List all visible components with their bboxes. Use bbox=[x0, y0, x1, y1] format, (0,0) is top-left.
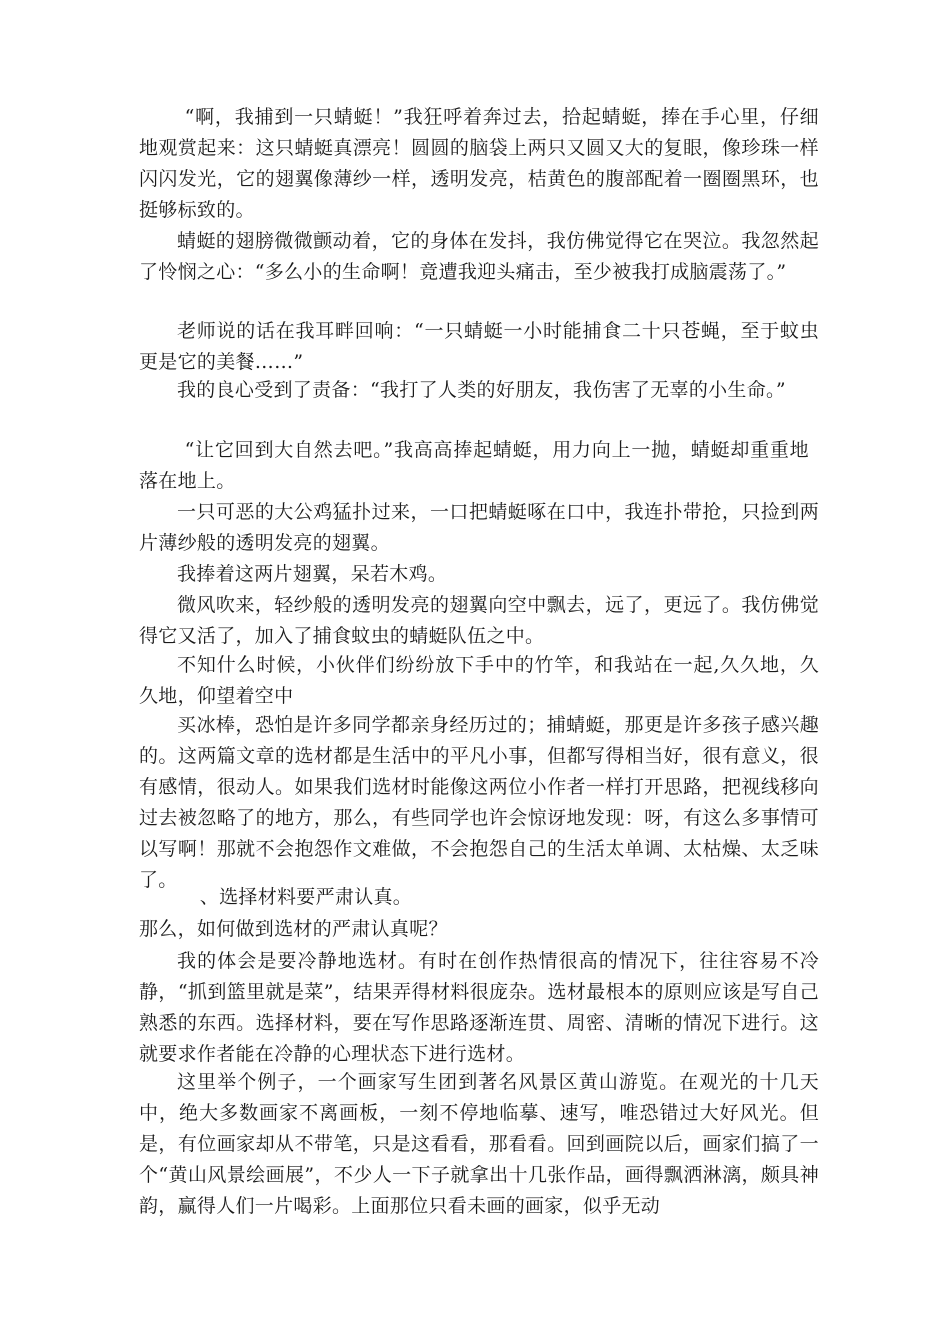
paragraph-11: 我的体会是要冷静地选材。有时在创作热情很高的情况下，往往容易不冷静，“抓到篮里就是菜”，结果弄得材料很庞杂。选材最根本的原则应该是写自己熟悉的东西。选择材料，要在写作思路逐渐连贯、周密、清晰的情况下进行。这就要求作者能在冷静的心理状态下进行选材。 bbox=[139, 950, 819, 1065]
paragraph-1: “啊，我捕到一只蜻蜓！”我狂呼着奔过去，拾起蜻蜓，捧在手心里，仔细地观赏起来：这只蜻蜓真漂亮！圆圆的脑袋上两只又圆又大的复眼，像珍珠一样闪闪发光，它的翅翼像薄纱一样，透明发亮，桔黄色的腹部配着一圈圈黑环，也挺够标致的。 bbox=[139, 106, 819, 221]
paragraph-9: 不知什么时候，小伙伴们纷纷放下手中的竹竿，和我站在一起,久久地，久久地，仰望着空中 bbox=[139, 654, 819, 707]
paragraph-7: 我捧着这两片翅翼，呆若木鸡。 bbox=[177, 563, 448, 585]
paragraph-8: 微风吹来，轻纱般的透明发亮的翅翼向空中飘去，远了，更远了。我仿佛觉得它又活了，加入了捕食蚊虫的蜻蜓队伍之中。 bbox=[139, 594, 819, 647]
section-heading: 、选择材料要严肃认真。 bbox=[199, 886, 413, 908]
paragraph-3: 老师说的话在我耳畔回响：“一只蜻蜓一小时能捕食二十只苍蝇，至于蚊虫更是它的美餐……” bbox=[139, 320, 819, 373]
section-question: 那么，如何做到选材的严肃认真呢？ bbox=[139, 918, 448, 940]
paragraph-5: “让它回到大自然去吧。”我高高捧起蜻蜓，用力向上一抛，蜻蜓却重重地落在地上。 bbox=[139, 439, 809, 492]
paragraph-2: 蜻蜓的翅膀微微颤动着，它的身体在发抖，我仿佛觉得它在哭泣。我忽然起了怜悯之心：“多么小的生命啊！竟遭我迎头痛击，至少被我打成脑震荡了。” bbox=[139, 230, 819, 283]
paragraph-6: 一只可恶的大公鸡猛扑过来，一口把蜻蜓啄在口中，我连扑带抢，只捡到两片薄纱般的透明发亮的翅翼。 bbox=[139, 501, 819, 554]
paragraph-12: 这里举个例子，一个画家写生团到著名风景区黄山游览。在观光的十几天中，绝大多数画家不离画板，一刻不停地临摹、速写，唯恐错过大好风光。但是，有位画家却从不带笔，只是这看看，那看看。回到画院以后，画家们搞了一个“黄山风景绘画展”，不少人一下子就拿出十几张作品，画得飘洒淋漓，颇具神韵，赢得人们一片喝彩。上面那位只看未画的画家，似乎无动 bbox=[139, 1071, 819, 1217]
paragraph-10: 买冰棒，恐怕是许多同学都亲身经历过的；捕蜻蜓，那更是许多孩子感兴趣的。这两篇文章的选材都是生活中的平凡小事，但都写得相当好，很有意义，很有感情，很动人。如果我们选材时能像这两位小作者一样打开思路，把视线移向过去被忽略了的地方，那么，有些同学也许会惊讶地发现：呀，有这么多事情可以写啊！那就不会抱怨作文难做，不会抱怨自己的生活太单调、太枯燥、太乏味了。 bbox=[139, 714, 819, 891]
paragraph-4: 我的良心受到了责备：“我打了人类的好朋友，我伤害了无辜的小生命。” bbox=[177, 379, 786, 401]
